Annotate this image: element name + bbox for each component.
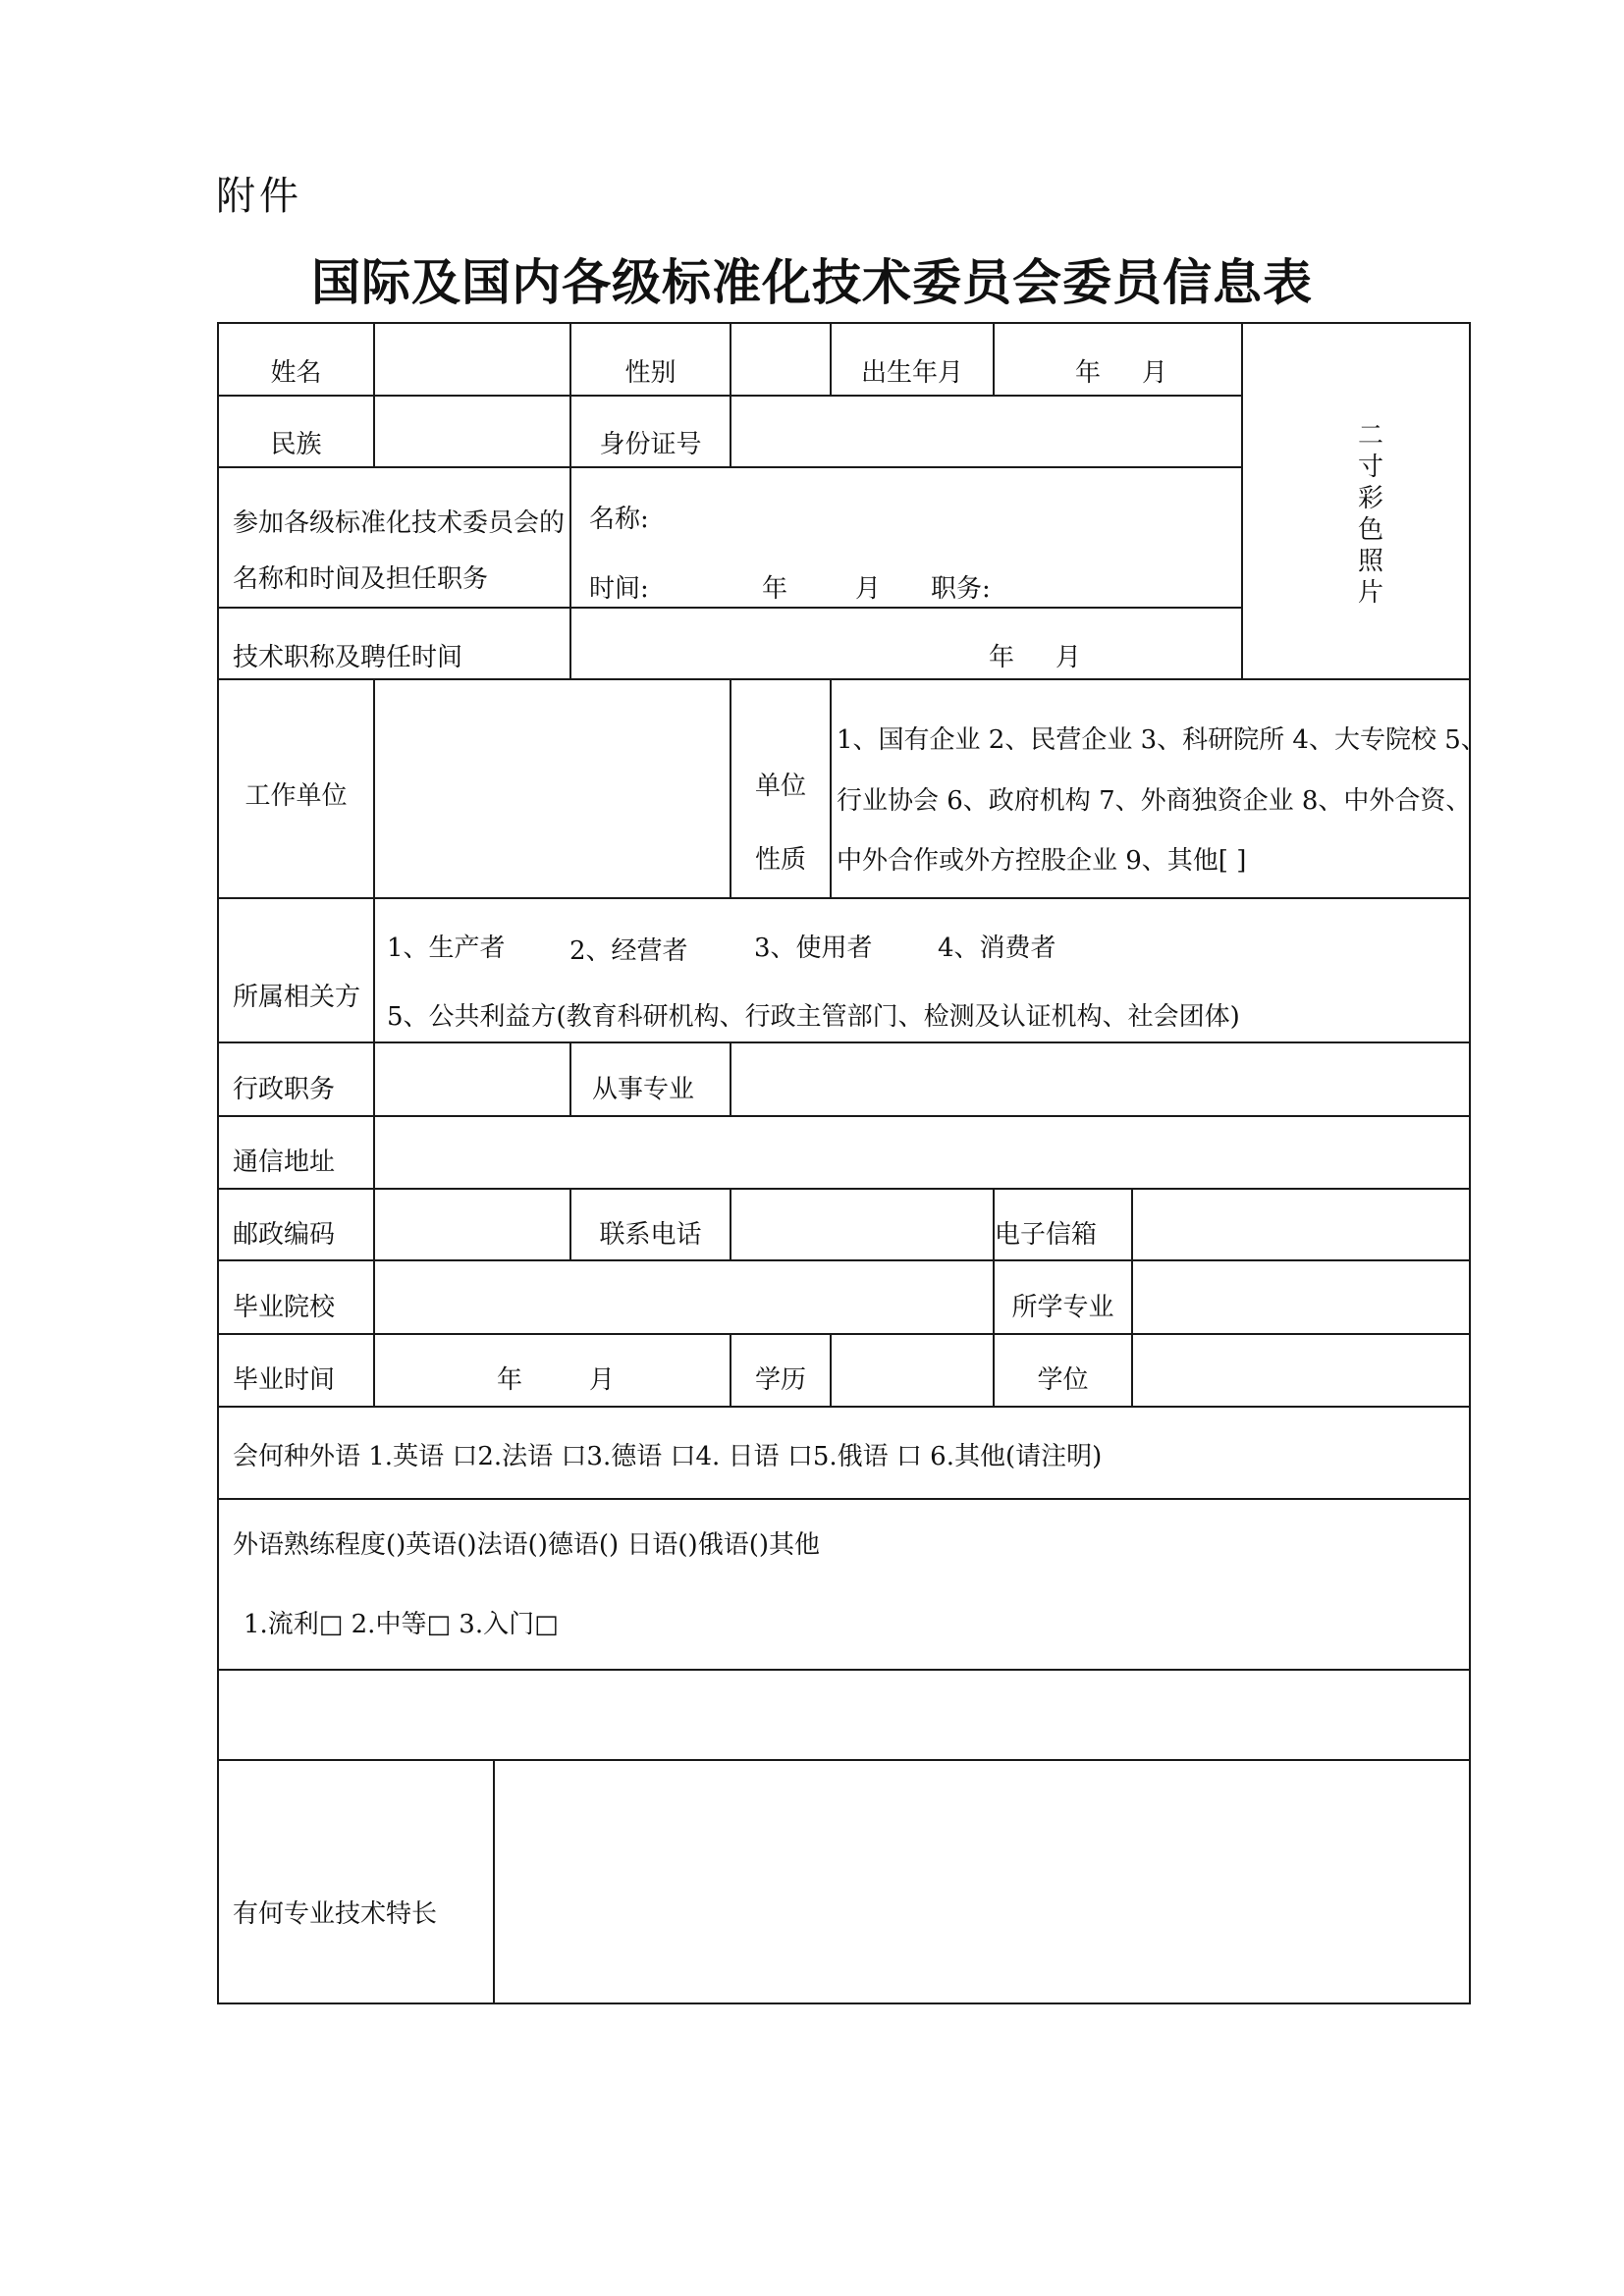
table-rule [217, 466, 1243, 468]
grad-time-label: 毕业时间 [233, 1365, 336, 1395]
table-rule [217, 1669, 1471, 1671]
committee-month-label: 月 [855, 574, 882, 604]
birth-month-label: 月 [1142, 358, 1168, 388]
school-label: 毕业院校 [233, 1293, 336, 1322]
proficiency-line2: 1.流利□ 2.中等□ 3.入门□ [244, 1610, 559, 1639]
table-rule [217, 897, 1471, 899]
address-label: 通信地址 [233, 1148, 336, 1177]
table-rule [730, 1041, 731, 1115]
committee-year-label: 年 [762, 574, 788, 604]
major-label: 所学专业 [1011, 1293, 1114, 1322]
tech-title-label: 技术职称及聘任时间 [233, 643, 463, 672]
table-rule [217, 1188, 1471, 1190]
id-number-label: 身份证号 [599, 430, 702, 459]
table-rule [1469, 322, 1471, 2004]
name-label: 姓名 [270, 358, 322, 388]
table-rule [217, 678, 1471, 680]
tech-title-year-label: 年 [989, 643, 1015, 672]
table-rule [373, 897, 375, 1041]
postcode-label: 邮政编码 [233, 1220, 336, 1250]
table-rule [373, 678, 375, 897]
table-rule [217, 1498, 1471, 1500]
tech-title-month-label: 月 [1056, 643, 1082, 672]
table-rule [373, 1041, 375, 1115]
stakeholder-label: 所属相关方 [233, 983, 361, 1012]
work-unit-label: 工作单位 [244, 781, 348, 811]
unit-nature-label-2: 性质 [754, 845, 806, 875]
birth-label: 出生年月 [860, 358, 963, 388]
table-rule [1131, 1188, 1133, 1406]
table-rule [217, 322, 1471, 324]
table-rule [569, 1041, 571, 1115]
committee-time-label: 时间: [589, 574, 649, 604]
table-rule [217, 1115, 1471, 1117]
languages-line: 会何种外语 1.英语 口2.法语 口3.德语 口4. 日语 口5.俄语 口 6.其他(请注明) [233, 1442, 1103, 1471]
table-rule [730, 322, 731, 466]
ethnicity-label: 民族 [270, 430, 322, 459]
stakeholder-option-4: 4、消费者 [938, 934, 1056, 963]
table-rule [830, 678, 832, 897]
table-rule [217, 1759, 1471, 1761]
stakeholder-option-1: 1、生产者 [387, 934, 506, 963]
unit-options-line2: 行业协会 6、政府机构 7、外商独资企业 8、中外合资、 [837, 786, 1472, 816]
degree-label: 学位 [1037, 1365, 1089, 1395]
page-title: 国际及国内各级标准化技术委员会委员信息表 [311, 254, 1313, 311]
specialty-label: 从事专业 [592, 1075, 695, 1104]
committee-name-label: 名称: [589, 505, 649, 534]
unit-options-line3: 中外合作或外方控股企业 9、其他[ ] [837, 846, 1247, 876]
table-rule [217, 607, 1243, 609]
table-rule [217, 1259, 1471, 1261]
table-rule [217, 322, 219, 2004]
gender-label: 性别 [624, 358, 677, 388]
stakeholder-option-3: 3、使用者 [754, 934, 873, 963]
table-rule [493, 1759, 495, 2002]
table-rule [373, 322, 375, 466]
expertise-label: 有何专业技术特长 [233, 1899, 438, 1929]
committee-duty-label: 职务: [931, 574, 991, 604]
grad-month-label: 月 [589, 1365, 616, 1395]
photo-placeholder: 二寸彩色照片 [1357, 421, 1383, 608]
stakeholder-option-5: 5、公共利益方(教育科研机构、行政主管部门、检测及认证机构、社会团体) [387, 1002, 1240, 1032]
committee-label-line2: 名称和时间及担任职务 [233, 564, 489, 594]
email-label: 电子信箱 [995, 1220, 1098, 1250]
table-rule [217, 2002, 1471, 2004]
table-rule [993, 322, 995, 395]
grad-year-label: 年 [497, 1365, 523, 1395]
table-rule [1241, 322, 1243, 678]
stakeholder-option-2: 2、经营者 [569, 936, 688, 966]
education-label: 学历 [754, 1365, 806, 1395]
table-rule [373, 1188, 375, 1406]
committee-label-line1: 参加各级标准化技术委员会的 [233, 508, 566, 538]
table-rule [830, 1333, 832, 1406]
table-rule [373, 1115, 375, 1188]
unit-nature-label-1: 单位 [754, 772, 806, 801]
table-rule [217, 1333, 1471, 1335]
table-rule [217, 1406, 1471, 1408]
table-rule [217, 1041, 1471, 1043]
admin-position-label: 行政职务 [233, 1075, 336, 1104]
table-rule [730, 1188, 731, 1259]
attachment-label: 附件 [216, 174, 302, 219]
proficiency-line1: 外语熟练程度()英语()法语()德语() 日语()俄语()其他 [233, 1530, 820, 1560]
phone-label: 联系电话 [599, 1220, 702, 1250]
birth-year-label: 年 [1075, 358, 1102, 388]
unit-options-line1: 1、国有企业 2、民营企业 3、科研院所 4、大专院校 5、 [837, 725, 1487, 755]
